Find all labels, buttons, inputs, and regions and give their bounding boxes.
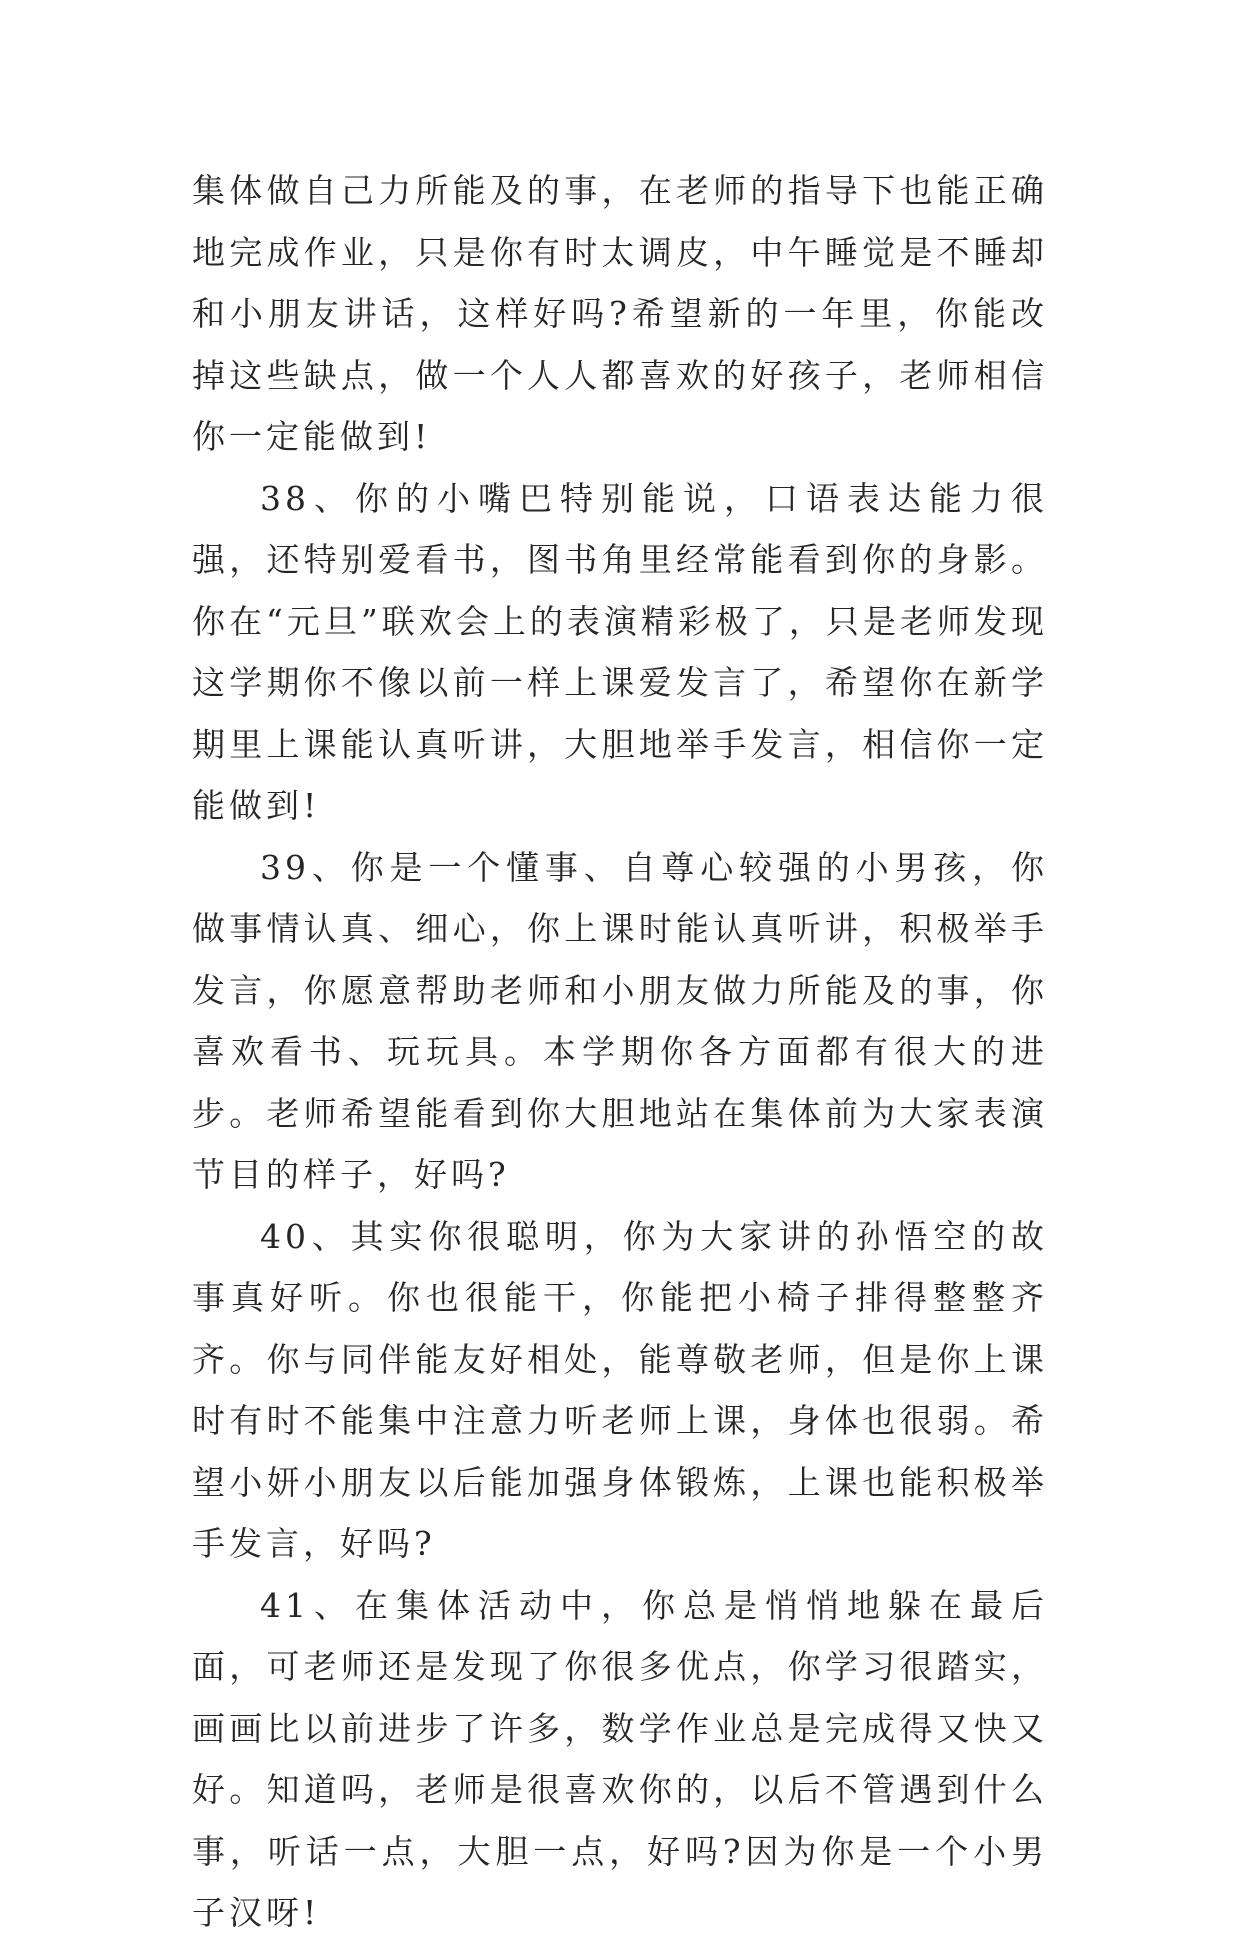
paragraph-item-41: 41、在集体活动中，你总是悄悄地躲在最后面，可老师还是发现了你很多优点，你学习很踏实，画画比以前进步了许多，数学作业总是完成得又快又好。知道吗，老师是很喜欢你的，以后不管遇到什么事，听话一点，大胆一点，好吗?因为你是一个小男子汉呀! — [192, 1585, 1048, 1932]
document-body — [192, 160, 1048, 1944]
paragraph-continuation: 集体做自己力所能及的事，在老师的指导下也能正确地完成作业，只是你有时太调皮，中午睡觉是不睡却和小朋友讲话，这样好吗?希望新的一年里，你能改掉这些缺点，做一个人人都喜欢的好孩子，老师相信你一定能做到! — [192, 171, 1048, 456]
paragraph-item-39: 39、你是一个懂事、自尊心较强的小男孩，你做事情认真、细心，你上课时能认真听讲，积极举手发言，你愿意帮助老师和小朋友做力所能及的事，你喜欢看书、玩玩具。本学期你各方面都有很大的进步。老师希望能看到你大胆地站在集体前为大家表演节目的样子，好吗? — [192, 847, 1048, 1194]
paragraph-item-38: 38、你的小嘴巴特别能说，口语表达能力很强，还特别爱看书，图书角里经常能看到你的身影。你在“元旦”联欢会上的表演精彩极了，只是老师发现这学期你不像以前一样上课爱发言了，希望你在新学期里上课能认真听讲，大胆地举手发言，相信你一定能做到! — [192, 478, 1048, 825]
paragraph-item-40: 40、其实你很聪明，你为大家讲的孙悟空的故事真好听。你也很能干，你能把小椅子排得整整齐齐。你与同伴能友好相处，能尊敬老师，但是你上课时有时不能集中注意力听老师上课，身体也很弱。希望小妍小朋友以后能加强身体锻炼，上课也能积极举手发言，好吗? — [192, 1216, 1048, 1563]
